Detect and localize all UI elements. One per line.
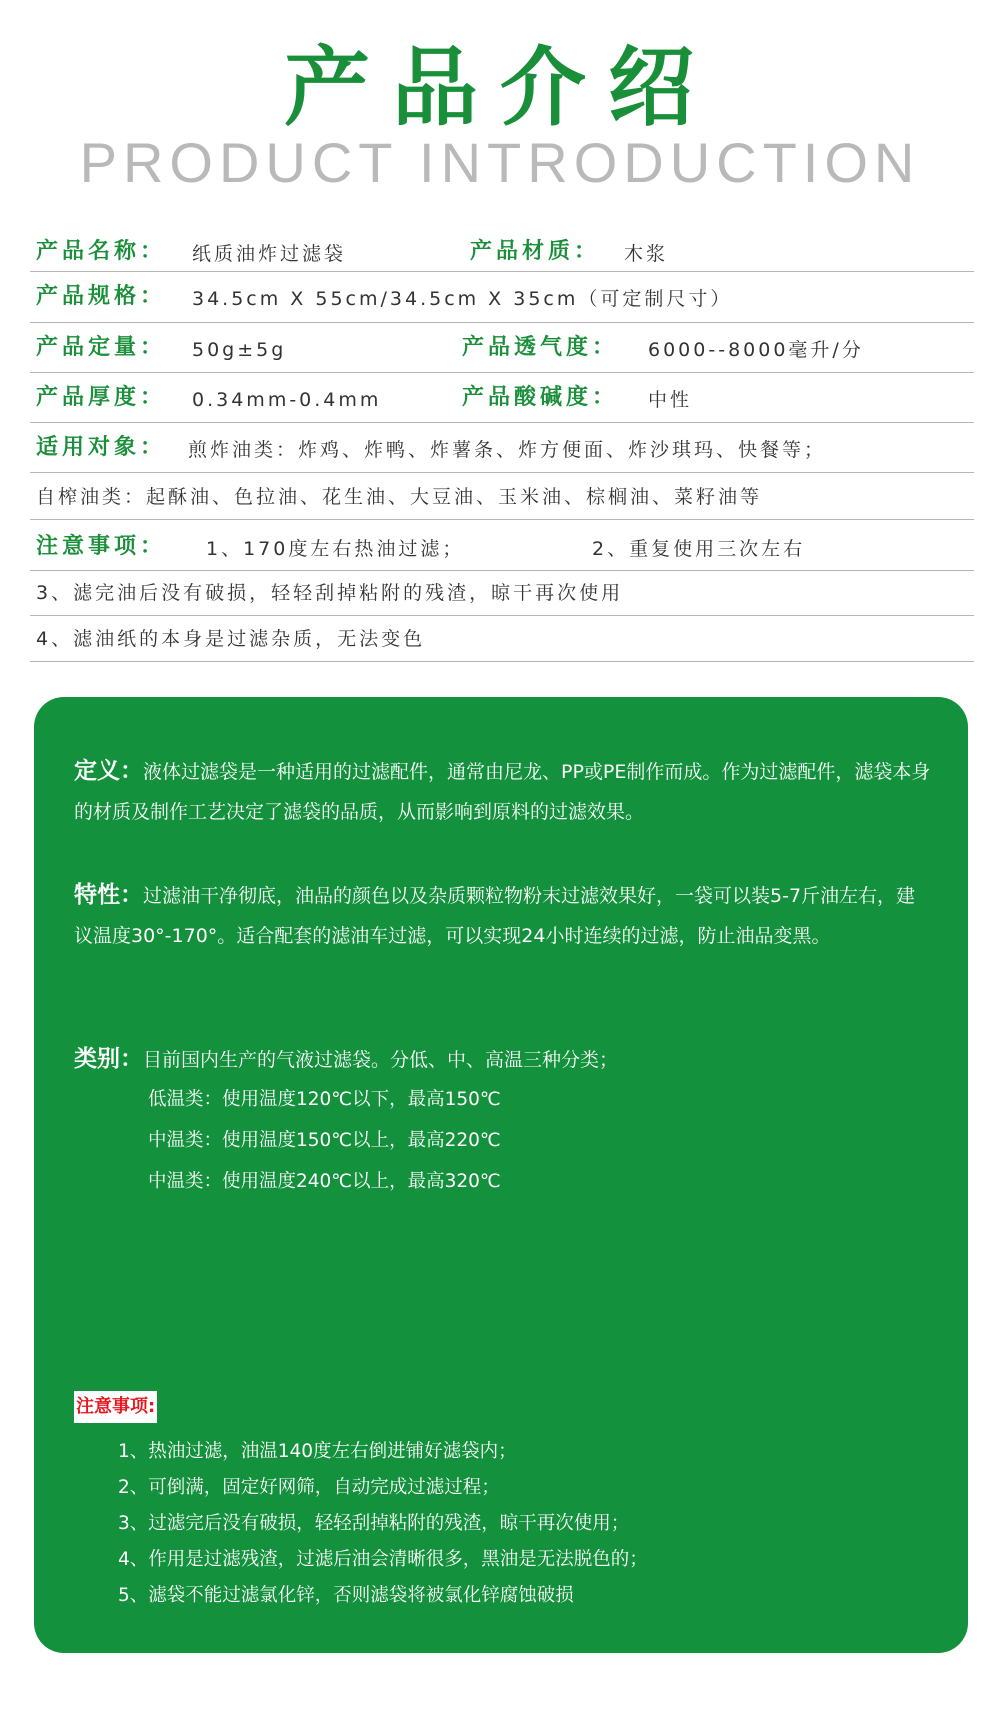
notice-item: 1、热油过滤，油温140度左右倒进铺好滤袋内； [118,1441,517,1462]
ph-value: 中性 [648,389,693,411]
category-text: 目前国内生产的气液过滤袋。分低、中、高温三种分类； [143,1049,619,1071]
notice-title: 注意事项: [74,1391,184,1423]
category-paragraph [74,1039,934,1080]
ph-label: 产品酸碱度： [462,385,619,410]
spec-row-weight [30,322,974,373]
permeability-label: 产品透气度： [462,335,619,360]
thickness-label: 产品厚度： [36,385,167,410]
spec-row-usage [30,422,974,473]
notice-item: 5、滤袋不能过滤氯化锌，否则滤袋将被氯化锌腐蚀破损 [118,1585,574,1606]
category-item: 中温类：使用温度150℃以上，最高220℃ [148,1130,501,1151]
note-3: 3、滤完油后没有破损，轻轻刮掉粘附的残渣，晾干再次使用 [36,582,624,604]
name-value: 纸质油炸过滤袋 [192,243,347,265]
usage-label: 适用对象： [36,435,167,460]
feature-heading: 特性： [74,882,143,908]
size-label: 产品规格： [36,284,167,309]
usage-value: 煎炸油类：炸鸡、炸鸭、炸薯条、炸方便面、炸沙琪玛、快餐等； [188,439,827,461]
page-title: 产品介绍 [284,38,716,138]
category-heading: 类别： [74,1046,143,1072]
thickness-value: 0.34mm-0.4mm [192,389,382,411]
definition-heading: 定义： [74,758,143,784]
usage-value-2: 自榨油类：起酥油、色拉油、花生油、大豆油、玉米油、棕榈油、菜籽油等 [36,486,763,508]
note-4: 4、滤油纸的本身是过滤杂质，无法变色 [36,628,426,650]
definition-paragraph [74,751,934,832]
info-panel [34,697,968,1653]
definition-text: 液体过滤袋是一种适用的过滤配件，通常由尼龙、PP或PE制作而成。作为过滤配件，滤袋本身的材质及制作工艺决定了滤袋的品质，从而影响到原料的过滤效果。 [74,761,931,823]
spec-row-thickness [30,372,974,423]
feature-paragraph [74,875,934,956]
spec-row-usage-2 [30,472,974,520]
category-item: 中温类：使用温度240℃以上，最高320℃ [148,1171,501,1192]
name-label: 产品名称： [36,239,167,264]
material-value: 木浆 [624,243,669,265]
spec-row-name [30,235,974,272]
permeability-value: 6000--8000毫升/分 [648,339,864,361]
size-value: 34.5cm X 55cm/34.5cm X 35cm（可定制尺寸） [192,288,733,310]
spec-row-note-3 [30,570,974,616]
page-subtitle: PRODUCT INTRODUCTION [79,131,921,194]
material-label: 产品材质： [470,239,601,264]
spec-row-note-4 [30,615,974,662]
notice-item: 4、作用是过滤残渣，过滤后油会清晰很多，黑油是无法脱色的； [118,1549,648,1570]
spec-row-size [30,271,974,323]
spec-row-notes [30,519,974,571]
notice-item: 2、可倒满，固定好网筛，自动完成过滤过程； [118,1477,500,1498]
weight-value: 50g±5g [192,339,287,361]
note-2: 2、重复使用三次左右 [592,538,806,560]
notes-label: 注意事项： [36,534,167,559]
category-item: 低温类：使用温度120℃以下，最高150℃ [148,1089,501,1110]
feature-text: 过滤油干净彻底，油品的颜色以及杂质颗粒物粉末过滤效果好，一袋可以装5-7斤油左右，建议温度30°-170°。适合配套的滤油车过滤，可以实现24小时连续的过滤，防止油品变黑。 [74,885,916,947]
note-1: 1、170度左右热油过滤； [206,538,465,560]
weight-label: 产品定量： [36,335,167,360]
notice-item: 3、过滤完后没有破损，轻轻刮掉粘附的残渣，晾干再次使用； [118,1513,630,1534]
